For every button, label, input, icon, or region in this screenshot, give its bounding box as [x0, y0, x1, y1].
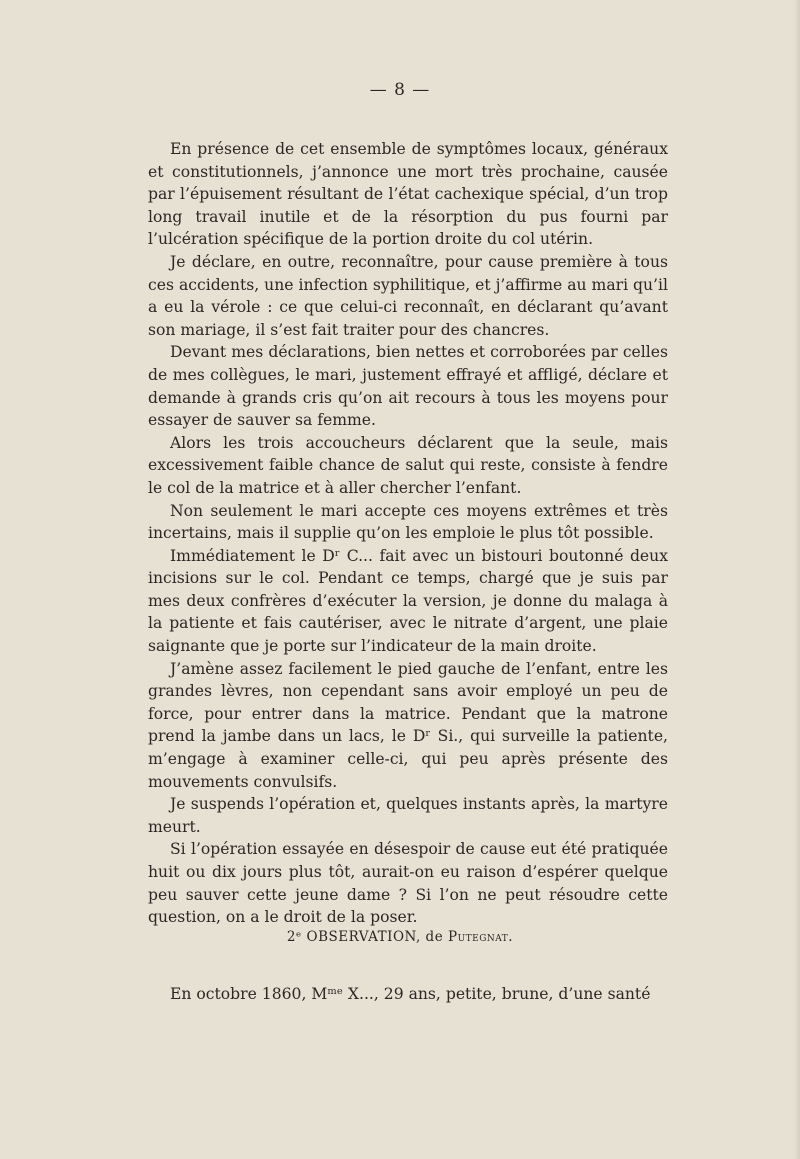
section-heading	[0, 929, 800, 945]
paragraph-9: Si l’opération essayée en désespoir de cause eut été pratiquée huit ou dix jours plus tôt, aurait-on eu raison d’espérer quelque peu sauver cette jeune dame ? Si l’on ne peut résoudre cette question, on a le droit de la poser.	[148, 840, 668, 927]
paragraph-8: Je suspends l’opération et, quelques instants après, la martyre meurt.	[148, 795, 668, 836]
paragraph-4: Alors les trois accoucheurs déclarent que la seule, mais excessivement faible chance de salut qui reste, consiste à fendre le col de la matrice et à aller chercher l’enfant.	[148, 433, 668, 497]
page-number: — 8 —	[369, 80, 431, 100]
paragraph-3: Devant mes déclarations, bien nettes et corroborées par celles de mes collègues, le mari, justement effrayé et affligé, déclare et demande à grands cris qu’on ait recours à tous les moyens pour essayer de sauver sa femme.	[148, 343, 668, 430]
body-text	[148, 138, 668, 929]
paragraph-5: Non seulement le mari accepte ces moyens extrêmes et très incertains, mais il supplie qu’on les emploie le plus tôt possible.	[148, 501, 668, 543]
paragraph-6: Immédiatement le Dʳ C... fait avec un bistouri boutonné deux incisions sur le col. Pendant ce temps, chargé que je suis par mes deux confrères d’exécuter la version, je donne du malaga à la patiente et fais cautériser, avec le nitrate d’argent, une plaie saignante que je porte sur l’indicateur de la main droite.	[148, 546, 668, 656]
paragraph-1: En présence de cet ensemble de symptômes locaux, généraux et constitutionnels, j’annonce une mort très prochaine, causée par l’épuisement résultant de l’état cachexique spécial, d’un trop long travail inutile et de la résorption du pus fourni par l’ulcération spécifique de la portion droite du col utérin.	[148, 140, 668, 249]
paragraph-2: Je déclare, en outre, reconnaître, pour cause première à tous ces accidents, une infection syphilitique, et j’affirme au mari qu’il a eu la vérole : ce que celui-ci reconnaît, en déclarant qu’avant son mariage, il s’est fait traiter pour des chancres.	[148, 252, 668, 339]
page-edge	[794, 0, 800, 1159]
continuation-paragraph: En octobre 1860, Mᵐᵉ X..., 29 ans, petite, brune, d’une santé	[170, 985, 651, 1003]
heading-author: Putegnat.	[447, 929, 514, 945]
heading-prefix: 2ᵉ OBSERVATION, de	[286, 929, 444, 945]
paragraph-7: J’amène assez facilement le pied gauche de l’enfant, entre les grandes lèvres, non cependant sans avoir employé un peu de force, pour entrer dans la matrice. Pendant que la matrone prend la jambe dans un lacs, le Dʳ Si., qui surveille la patiente, m’engage à examiner celle-ci, qui peu après présente des mouvements convulsifs.	[148, 659, 668, 791]
